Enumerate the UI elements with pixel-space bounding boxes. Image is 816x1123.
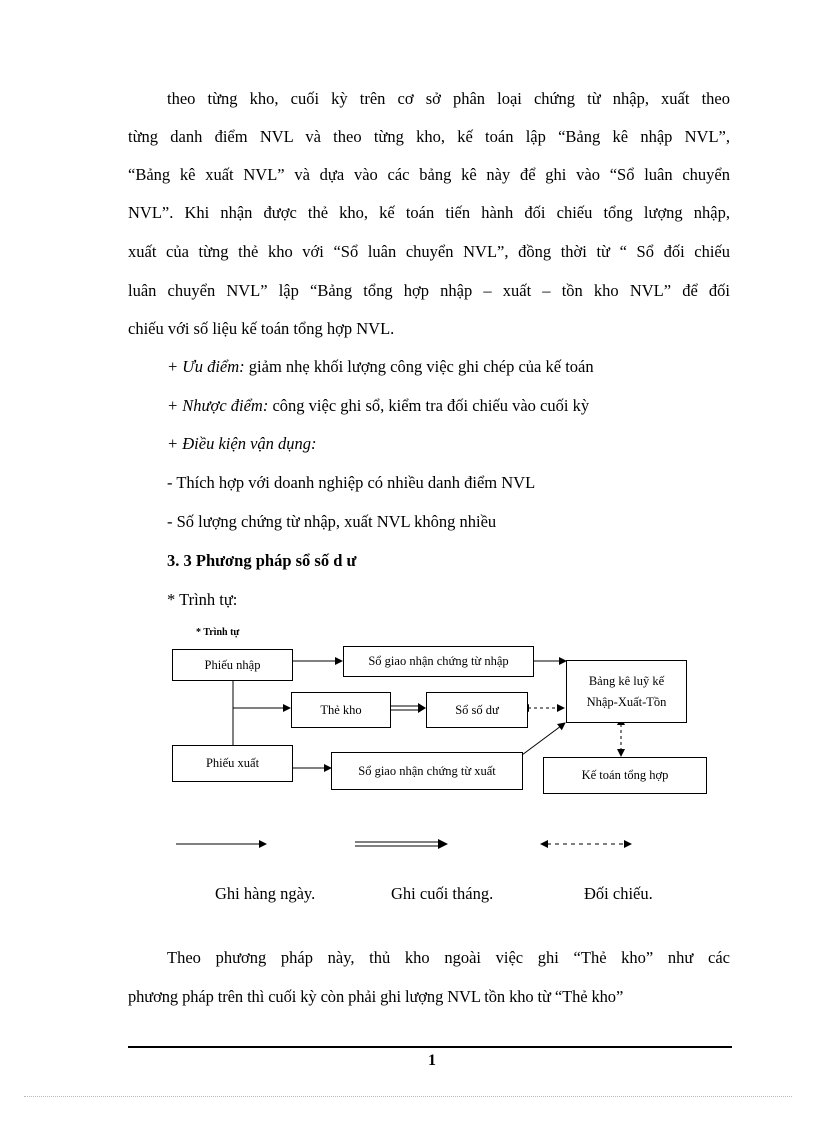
bang-ke-line1: Bảng kê luỹ kế [588, 673, 665, 688]
legend-daily: Ghi hàng ngày. [215, 884, 316, 903]
condition-item: - Thích hợp với doanh nghiệp có nhiều danh điểm NVL [167, 473, 536, 492]
box-bang-ke [566, 660, 687, 723]
text-line: chiếu với số liệu kế toán tổng hợp NVL. [128, 319, 395, 338]
pros-text: giảm nhẹ khối lượng công việc ghi chép của kế toán [244, 357, 594, 376]
legend-month-end: Ghi cuối tháng. [391, 884, 494, 903]
legend-reconcile: Đối chiếu. [584, 884, 653, 903]
pros-label: + Ưu điểm: [167, 357, 245, 376]
page-number: 1 [428, 1052, 436, 1069]
text-line: xuất của từng thẻ kho với “Sổ luân chuyển NVL”, đồng thời từ “ Sổ đối chiếu [128, 242, 730, 261]
box-phieu-nhap: Phiếu nhập [172, 649, 293, 681]
diagram-title: * Trình tự [196, 627, 240, 638]
conditions-line [167, 434, 730, 454]
cons-label: + Nhược điểm: [167, 396, 269, 415]
text-line: NVL”. Khi nhận được thẻ kho, kế toán tiến hành đối chiếu tổng lượng nhập, [128, 203, 730, 222]
cons-line [167, 396, 730, 416]
box-phieu-xuat: Phiếu xuất [172, 745, 293, 782]
page-bottom-dotted-line [24, 1096, 792, 1097]
cons-text: công việc ghi sổ, kiểm tra đối chiếu vào cuối kỳ [268, 396, 590, 415]
text-line: luân chuyển NVL” lập “Bảng tổng hợp nhập – xuất – tồn kho NVL” để đối [128, 281, 730, 300]
text-line: “Bảng kê xuất NVL” và dựa vào các bảng kê này để ghi vào “Sổ luân chuyển [128, 165, 730, 184]
text-line: theo từng kho, cuối kỳ trên cơ sở phân loại chứng từ nhập, xuất theo [167, 89, 730, 108]
box-so-giao-nhan-nhap: Sổ giao nhận chứng từ nhập [343, 646, 534, 677]
legend-double-arrow-head [438, 839, 448, 849]
box-so-giao-nhan-xuat: Sổ giao nhận chứng từ xuất [331, 752, 523, 790]
section-heading: 3. 3 Phương pháp sổ số d ư [167, 551, 357, 570]
arrow-the-kho-to-so-so-du-head [418, 703, 426, 713]
box-ke-toan-tong-hop: Kế toán tổng hợp [543, 757, 707, 794]
bang-ke-line2: Nhập-Xuất-Tồn [586, 694, 667, 709]
conditions-label: + Điều kiện vận dụng: [167, 434, 317, 453]
procedure-label: * Trình tự: [167, 590, 238, 609]
text-line: phương pháp trên thì cuối kỳ còn phải ghi lượng NVL tồn kho từ “Thẻ kho” [128, 987, 624, 1006]
text-line: từng danh điểm NVL và theo từng kho, kế toán lập “Bảng kê nhập NVL”, [128, 127, 730, 146]
box-the-kho: Thẻ kho [291, 692, 391, 728]
box-so-so-du: Sổ số dư [426, 692, 528, 728]
footer-rule [128, 1046, 732, 1048]
pros-line [167, 357, 730, 377]
arrow-so-xuat-to-bang-ke [522, 723, 565, 755]
text-line: Theo phương pháp này, thủ kho ngoài việc ghi “Thẻ kho” như các [167, 948, 730, 967]
condition-item: - Số lượng chứng từ nhập, xuất NVL không nhiều [167, 512, 497, 531]
